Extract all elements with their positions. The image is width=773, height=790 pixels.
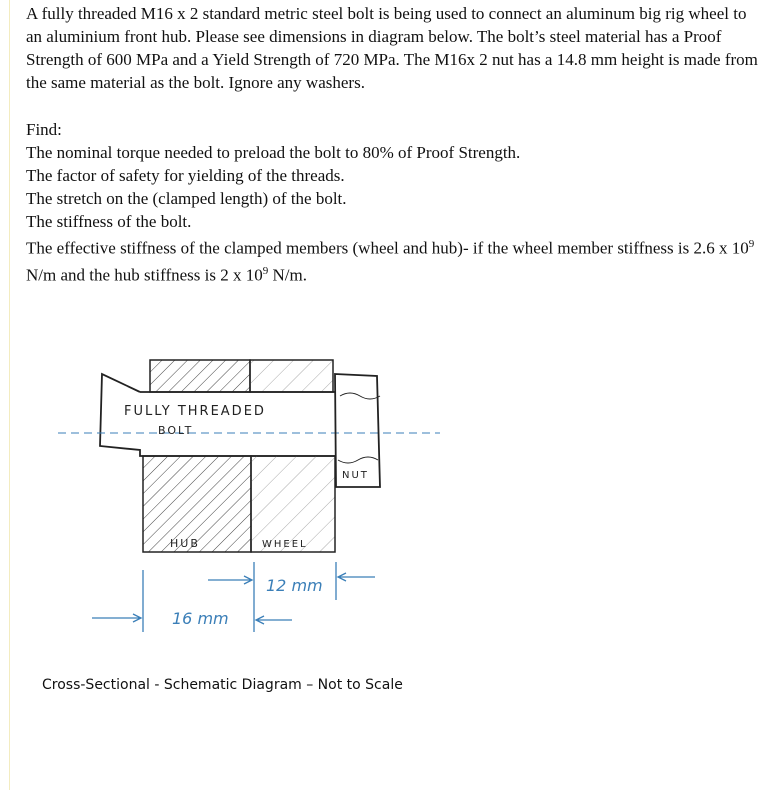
hub-dim-right-arrow bbox=[256, 616, 292, 624]
question-bolt-stiffness: The stiffness of the bolt. bbox=[26, 212, 192, 231]
question-torque: The nominal torque needed to preload the bolt to 80% of Proof Strength. bbox=[26, 143, 521, 162]
upper-wheel-section bbox=[250, 360, 333, 392]
diagram-caption: Cross-Sectional - Schematic Diagram – Not to Scale bbox=[42, 677, 403, 693]
q5-text-end: N/m. bbox=[268, 265, 307, 285]
lower-wheel-section bbox=[251, 456, 335, 552]
bolt-label-line2: BOLT bbox=[158, 424, 194, 437]
nut-label: NUT bbox=[342, 470, 369, 481]
question-stretch: The stretch on the (clamped length) of the bolt. bbox=[26, 189, 347, 208]
wheel-dim-right-arrow bbox=[338, 573, 375, 581]
hub-dim-left-arrow bbox=[92, 614, 141, 622]
q5-exponent-1: 9 bbox=[748, 238, 755, 250]
wheel-label: WHEEL bbox=[262, 539, 308, 550]
q5-exponent-2: 9 bbox=[262, 264, 269, 277]
question-factor-of-safety: The factor of safety for yielding of the threads. bbox=[26, 166, 345, 185]
wheel-dim-text: 12 mm bbox=[266, 576, 323, 595]
q5-text-mid: N/m and the hub stiffness is 2 x 10 bbox=[26, 265, 263, 285]
hub-dim-text: 16 mm bbox=[172, 609, 229, 628]
q5-text-start: The effective stiffness of the clamped members (wheel and hub)- if the wheel member stiffness is 2.6 x 10 bbox=[26, 238, 749, 258]
thread-end-squiggle bbox=[338, 393, 380, 463]
wheel-dim-left-arrow bbox=[208, 576, 252, 584]
find-heading: Find: bbox=[26, 120, 62, 139]
bolt-label-line1: FULLY THREADED bbox=[124, 404, 266, 419]
intro-paragraph: A fully threaded M16 x 2 standard metric steel bolt is being used to connect an aluminum big rig wheel to an aluminium front hub. Please see dimensions in diagram below. The bolt’s steel material has a Proof Strength of 600 MPa and a Yield Strength of 720 MPa. The M16x 2 nut has a 14.8 mm height is made from the same material as the bolt. Ignore any washers. bbox=[26, 4, 758, 92]
hub-label: HUB bbox=[170, 537, 200, 550]
upper-hub-section bbox=[150, 360, 250, 392]
